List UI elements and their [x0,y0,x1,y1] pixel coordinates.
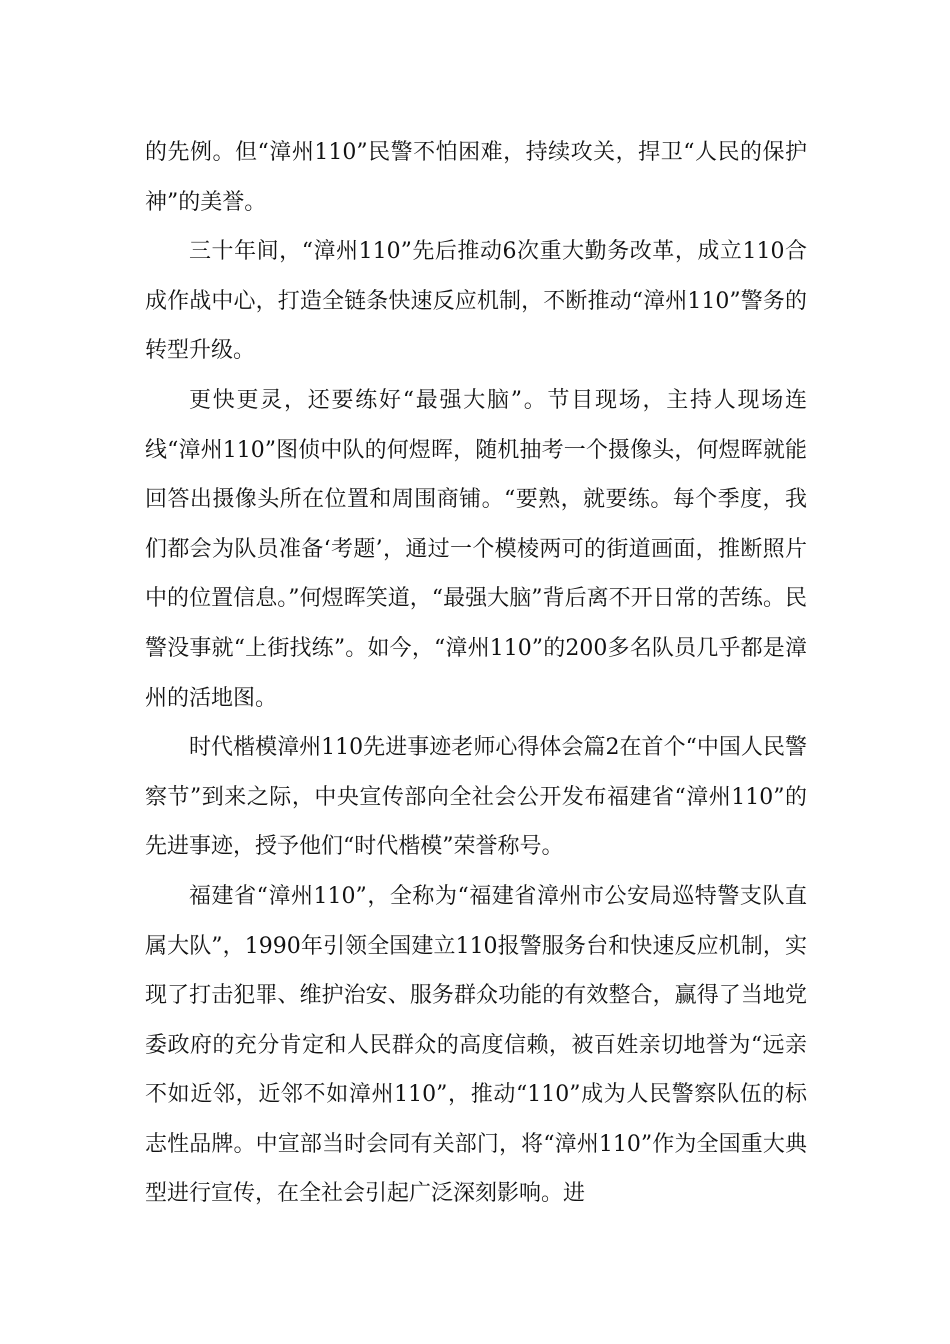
document-body [145,128,807,1219]
paragraph-3: 更快更灵，还要练好“最强大脑”。节目现场，主持人现场连线“漳州110”图侦中队的何煜晖，随机抽考一个摄像头，何煜晖就能回答出摄像头所在位置和周围商铺。“要熟，就要练。每个季度，我们都会为队员准备‘考题’，通过一个模棱两可的街道画面，推断照片中的位置信息。”何煜晖笑道，“最强大脑”背后离不开日常的苦练。民警没事就“上街找练”。如今，“漳州110”的200多名队员几乎都是漳州的活地图。 [145,387,807,711]
paragraph-2: 三十年间，“漳州110”先后推动6次重大勤务改革，成立110合成作战中心，打造全链条快速反应机制，不断推动“漳州110”警务的转型升级。 [145,239,807,364]
paragraph-5: 福建省“漳州110”，全称为“福建省漳州市公安局巡特警支队直属大队”，1990年引领全国建立110报警服务台和快速反应机制，实现了打击犯罪、维护治安、服务群众功能的有效整合，赢得了当地党委政府的充分肯定和人民群众的高度信赖，被百姓亲切地誉为“远亲不如近邻，近邻不如漳州110”，推动“110”成为人民警察队伍的标志性品牌。中宣部当时会同有关部门，将“漳州110”作为全国重大典型进行宣传，在全社会引起广泛深刻影响。进 [145,883,807,1207]
paragraph-1: 的先例。但“漳州110”民警不怕困难，持续攻关，捍卫“人民的保护神”的美誉。 [145,140,807,215]
paragraph-4: 时代楷模漳州110先进事迹老师心得体会篇2在首个“中国人民警察节”到来之际，中央宣传部向全社会公开发布福建省“漳州110”的先进事迹，授予他们“时代楷模”荣誉称号。 [145,735,807,860]
